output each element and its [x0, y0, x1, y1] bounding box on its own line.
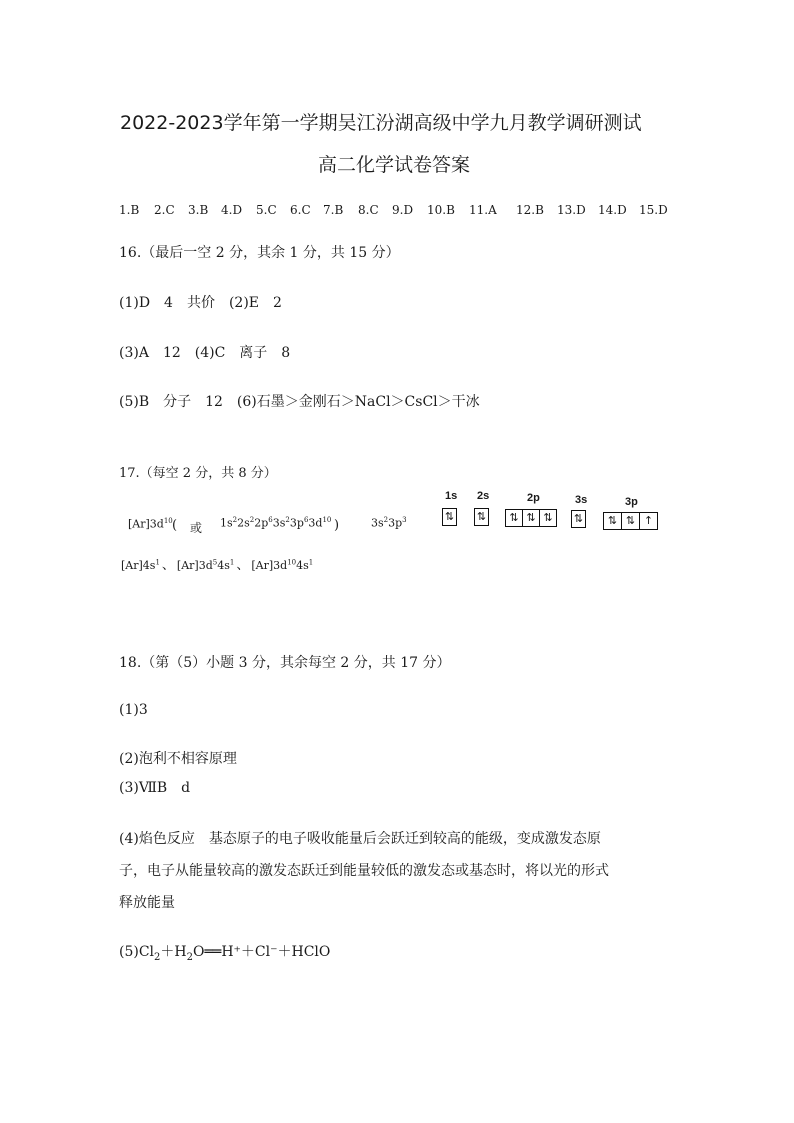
config-sup: 1	[308, 558, 314, 567]
mc-answer: 6.C	[290, 203, 311, 217]
config-sup: 1	[229, 558, 235, 567]
mc-answer: 10.B	[427, 203, 455, 217]
mc-answer: 5.C	[256, 203, 277, 217]
config-sup: 5	[212, 558, 218, 567]
equation-sub: 2	[154, 951, 161, 963]
config-ar-text: [Ar]3d	[128, 517, 164, 531]
config-part: 1s	[220, 516, 233, 530]
equation-part: (5)Cl	[119, 944, 155, 960]
q16-line-2: (3)A 12 (4)C 离子 8	[119, 345, 291, 361]
orbital-cell: ⇅	[523, 510, 540, 526]
orbital-box-1s	[442, 508, 457, 526]
config-part: 2p	[254, 516, 269, 530]
orbital-label: 3s	[575, 494, 588, 506]
q16-heading: 16.（最后一空 2 分，其余 1 分，共 15 分）	[119, 245, 400, 261]
orbital-box-3s	[571, 510, 586, 528]
config-sup: 2	[249, 516, 255, 524]
orbital-cell: ⇅	[543, 511, 553, 524]
orbital-cell: ⇅	[444, 510, 455, 523]
orbital-label: 1s	[445, 490, 458, 502]
config-part: 4s	[296, 559, 309, 572]
q18-heading: 18.（第（5）小题 3 分，其余每空 2 分，共 17 分）	[119, 655, 451, 671]
title-line-2: 高二化学试卷答案	[318, 154, 471, 176]
mc-answer: 8.C	[358, 203, 379, 217]
q18-answer-4-line-1: (4)焰色反应 基态原子的电子吸收能量后会跃迁到较高的能级，变成激发态原	[119, 831, 601, 847]
orbital-label: 2p	[527, 492, 540, 504]
config-part: 3d	[308, 516, 323, 530]
q17-config-ar	[128, 517, 173, 531]
separator: 、	[161, 558, 175, 573]
orbital-cell: ⇅	[506, 510, 523, 526]
config-part: 4s	[217, 559, 230, 572]
q16-line-1: (1)D 4 共价 (2)E 2	[119, 295, 282, 311]
paren-open: (	[172, 518, 178, 533]
q18-answer-3: (3)ⅦB d	[119, 780, 191, 796]
title-line-1: 2022-2023学年第一学期吴江汾湖高级中学九月教学调研测试	[120, 112, 642, 134]
config-part: [Ar]3d	[251, 559, 288, 572]
config-sup: 6	[268, 516, 273, 524]
orbital-cell: ⇅	[573, 512, 584, 525]
equation-sub: 2	[186, 951, 193, 963]
config-part: 3p	[289, 516, 304, 530]
mc-answer: 4.D	[221, 203, 243, 217]
mc-answer: 11.A	[469, 203, 497, 217]
q17-line-2	[121, 554, 313, 573]
q17-heading: 17.（每空 2 分，共 8 分）	[119, 466, 277, 481]
mc-answer: 13.D	[557, 203, 586, 217]
config-sup: 1	[155, 558, 160, 567]
q18-answer-1: (1)3	[119, 702, 148, 718]
orbital-cell: ⇅	[622, 513, 640, 529]
config-part: [Ar]3d	[176, 559, 213, 572]
config-sup: 10	[287, 558, 297, 567]
orbital-label: 2s	[477, 490, 490, 502]
q18-answer-5	[119, 941, 330, 963]
config-part: 3s	[272, 516, 286, 530]
mc-answer: 3.B	[188, 203, 209, 217]
valence-sup: 2	[383, 516, 389, 524]
config-sup: 6	[303, 516, 309, 524]
config-ar-sup: 10	[163, 517, 173, 525]
q16-line-3: (5)B 分子 12 (6)石墨＞金刚石＞NaCl＞CsCl＞干冰	[119, 394, 480, 410]
paren-close: )	[334, 518, 340, 533]
q18-answer-4-line-3: 释放能量	[119, 895, 175, 911]
mc-answer: 14.D	[598, 203, 627, 217]
q18-answer-2: (2)泡利不相容原理	[119, 751, 237, 767]
q18-answer-4-line-2: 子，电子从能量较高的激发态跃迁到能量较低的激发态或基态时，将以光的形式	[119, 863, 609, 879]
config-sup: 2	[285, 516, 290, 524]
config-part: 2s	[237, 516, 250, 530]
mc-answer: 9.D	[392, 203, 414, 217]
mc-answer: 1.B	[119, 203, 140, 217]
valence-sup: 3	[402, 516, 407, 524]
orbital-cell: ⇅	[476, 510, 487, 523]
orbital-cell: ⇅	[604, 513, 622, 529]
mc-answer: 7.B	[323, 203, 344, 217]
config-part: [Ar]4s	[121, 559, 156, 572]
orbital-box-3p	[603, 512, 658, 530]
orbital-cell: ↑	[643, 514, 654, 527]
mc-answer: 12.B	[516, 203, 544, 217]
equation-part: O══H⁺＋Cl⁻＋HClO	[193, 944, 331, 960]
or-text: 或	[190, 521, 203, 535]
mc-answers	[0, 203, 794, 221]
orbital-box-2p	[505, 509, 557, 527]
config-sup: 2	[232, 516, 238, 524]
valence-part: 3s	[371, 516, 384, 530]
q17-valence	[371, 516, 407, 530]
orbital-label: 3p	[625, 496, 638, 508]
valence-part: 3p	[388, 516, 403, 530]
mc-answer: 15.D	[639, 203, 668, 217]
equation-part: ＋H	[160, 944, 187, 960]
config-sup: 10	[322, 516, 332, 524]
q17-full-config	[220, 516, 331, 530]
separator: 、	[236, 558, 250, 573]
mc-answer: 2.C	[154, 203, 175, 217]
orbital-box-2s	[474, 508, 489, 526]
